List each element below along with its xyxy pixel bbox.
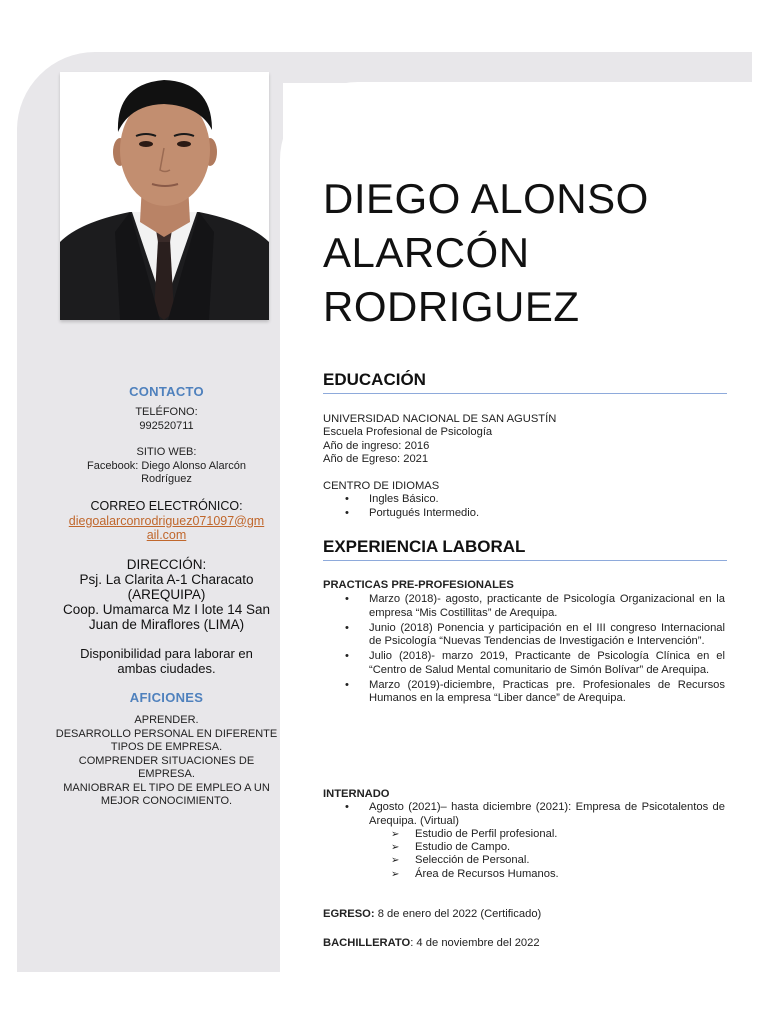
hobby-line-2: DESARROLLO PERSONAL EN DIFERENTE bbox=[55, 727, 278, 740]
profile-photo-illustration bbox=[60, 72, 269, 320]
availability-line-2: ambas ciudades. bbox=[117, 661, 216, 676]
internship-item: • Agosto (2021)– hasta diciembre (2021): Empresa de Psicotalentos de Arequipa. (Virtual) bbox=[323, 801, 725, 828]
experience-heading: EXPERIENCIA LABORAL bbox=[323, 537, 727, 561]
contact-heading: CONTACTO bbox=[129, 384, 204, 399]
bachiller-label: BACHILLERATO bbox=[323, 937, 411, 949]
task-item-4: ➢ Área de Recursos Humanos. bbox=[323, 868, 725, 881]
bachiller-value: : 4 de noviembre del 2022 bbox=[410, 937, 540, 949]
practice-item-1: • Marzo (2018)- agosto, practicante de Psicología Organizacional en la empresa “Mis Costillitas” de Arequipa. bbox=[323, 593, 725, 620]
profile-photo bbox=[60, 72, 269, 320]
university-name: UNIVERSIDAD NACIONAL DE SAN AGUSTÍN bbox=[323, 413, 557, 425]
website-block bbox=[40, 446, 293, 487]
website-line-1: Facebook: Diego Alonso Alarcón bbox=[87, 459, 246, 472]
phone-label: TELÉFONO: bbox=[135, 406, 198, 418]
address-line-3: Coop. Umamarca Mz I lote 14 San bbox=[62, 602, 271, 617]
language-item-portuguese: • Portugués Intermedio. bbox=[323, 507, 725, 520]
hobby-line-7: MEJOR CONOCIMIENTO. bbox=[100, 795, 233, 807]
languages-list bbox=[323, 493, 725, 520]
languages-heading: CENTRO DE IDIOMAS bbox=[323, 480, 440, 492]
bachiller-line bbox=[323, 937, 725, 950]
email-label: CORREO ELECTRÓNICO: bbox=[90, 499, 243, 513]
practices-list bbox=[323, 593, 725, 705]
egreso-line bbox=[323, 908, 725, 921]
practice-item-3: • Julio (2018)- marzo 2019, Practicante de Psicología Clínica en el “Centro de Salud Mental comunitario de Simón Bolívar” de Arequipa. bbox=[323, 650, 725, 677]
name-line-3: RODRIGUEZ bbox=[323, 283, 580, 330]
name-line-1: DIEGO ALONSO bbox=[323, 175, 649, 222]
email-block bbox=[40, 499, 293, 542]
availability-line-1: Disponibilidad para laborar en bbox=[80, 646, 253, 661]
availability-block bbox=[40, 646, 293, 676]
hobby-line-3: TIPOS DE EMPRESA. bbox=[110, 741, 223, 753]
practice-item-4: • Marzo (2019)-diciembre, Practicas pre. Profesionales de Recursos Humanos en la empresa “Liber dance” de Arequipa. bbox=[323, 679, 725, 706]
phone-block bbox=[40, 406, 293, 433]
practice-item-2: • Junio (2018) Ponencia y participación en el III congreso Internacional de Psicología “Nuevas Tendencias de Investigación e Intervención”. bbox=[323, 622, 725, 649]
task-item-2: ➢ Estudio de Campo. bbox=[323, 841, 725, 854]
hobby-line-4: COMPRENDER SITUACIONES DE bbox=[78, 754, 255, 767]
top-band bbox=[270, 52, 752, 83]
address-line-2: (AREQUIPA) bbox=[127, 587, 206, 602]
address-line-1: Psj. La Clarita A-1 Characato bbox=[79, 572, 254, 587]
egreso-label: EGRESO: bbox=[323, 908, 375, 920]
address-block bbox=[40, 557, 293, 632]
email-line-1[interactable]: diegoalarconrodriguez071097@gm bbox=[68, 513, 265, 528]
entry-year: Año de ingreso: 2016 bbox=[323, 439, 430, 452]
internship-heading: INTERNADO bbox=[323, 788, 390, 800]
candidate-name bbox=[323, 172, 743, 334]
task-item-3: ➢ Selección de Personal. bbox=[323, 854, 725, 867]
hobby-line-5: EMPRESA. bbox=[138, 768, 195, 780]
egreso-value: 8 de enero del 2022 (Certificado) bbox=[374, 908, 542, 920]
internship-block bbox=[323, 788, 725, 881]
graduation-year: Año de Egreso: 2021 bbox=[323, 452, 429, 465]
hobbies-list bbox=[40, 714, 293, 809]
task-item-1: ➢ Estudio de Perfil profesional. bbox=[323, 828, 725, 841]
internship-tasks bbox=[323, 828, 725, 881]
email-link[interactable] bbox=[40, 514, 293, 542]
phone-value: 992520711 bbox=[139, 419, 194, 432]
languages-block bbox=[323, 480, 725, 520]
website-label: SITIO WEB: bbox=[136, 446, 197, 458]
name-line-2: ALARCÓN bbox=[323, 229, 530, 276]
address-line-4: Juan de Miraflores (LIMA) bbox=[88, 617, 245, 632]
website-line-2: Rodríguez bbox=[141, 473, 192, 485]
hobby-line-6: MANIOBRAR EL TIPO DE EMPLEO A UN bbox=[63, 781, 270, 794]
address-label: DIRECCIÓN: bbox=[126, 557, 207, 572]
university-block bbox=[323, 413, 725, 466]
hobbies-heading: AFICIONES bbox=[129, 690, 204, 705]
school-name: Escuela Profesional de Psicología bbox=[323, 426, 493, 439]
language-item-english: • Ingles Básico. bbox=[323, 493, 725, 506]
hobby-line-1: APRENDER. bbox=[134, 714, 199, 726]
practices-block bbox=[323, 579, 725, 706]
internship-list bbox=[323, 801, 725, 828]
practices-heading: PRACTICAS PRE-PROFESIONALES bbox=[323, 579, 514, 591]
education-heading: EDUCACIÓN bbox=[323, 370, 727, 394]
email-line-2[interactable]: ail.com bbox=[146, 527, 187, 542]
